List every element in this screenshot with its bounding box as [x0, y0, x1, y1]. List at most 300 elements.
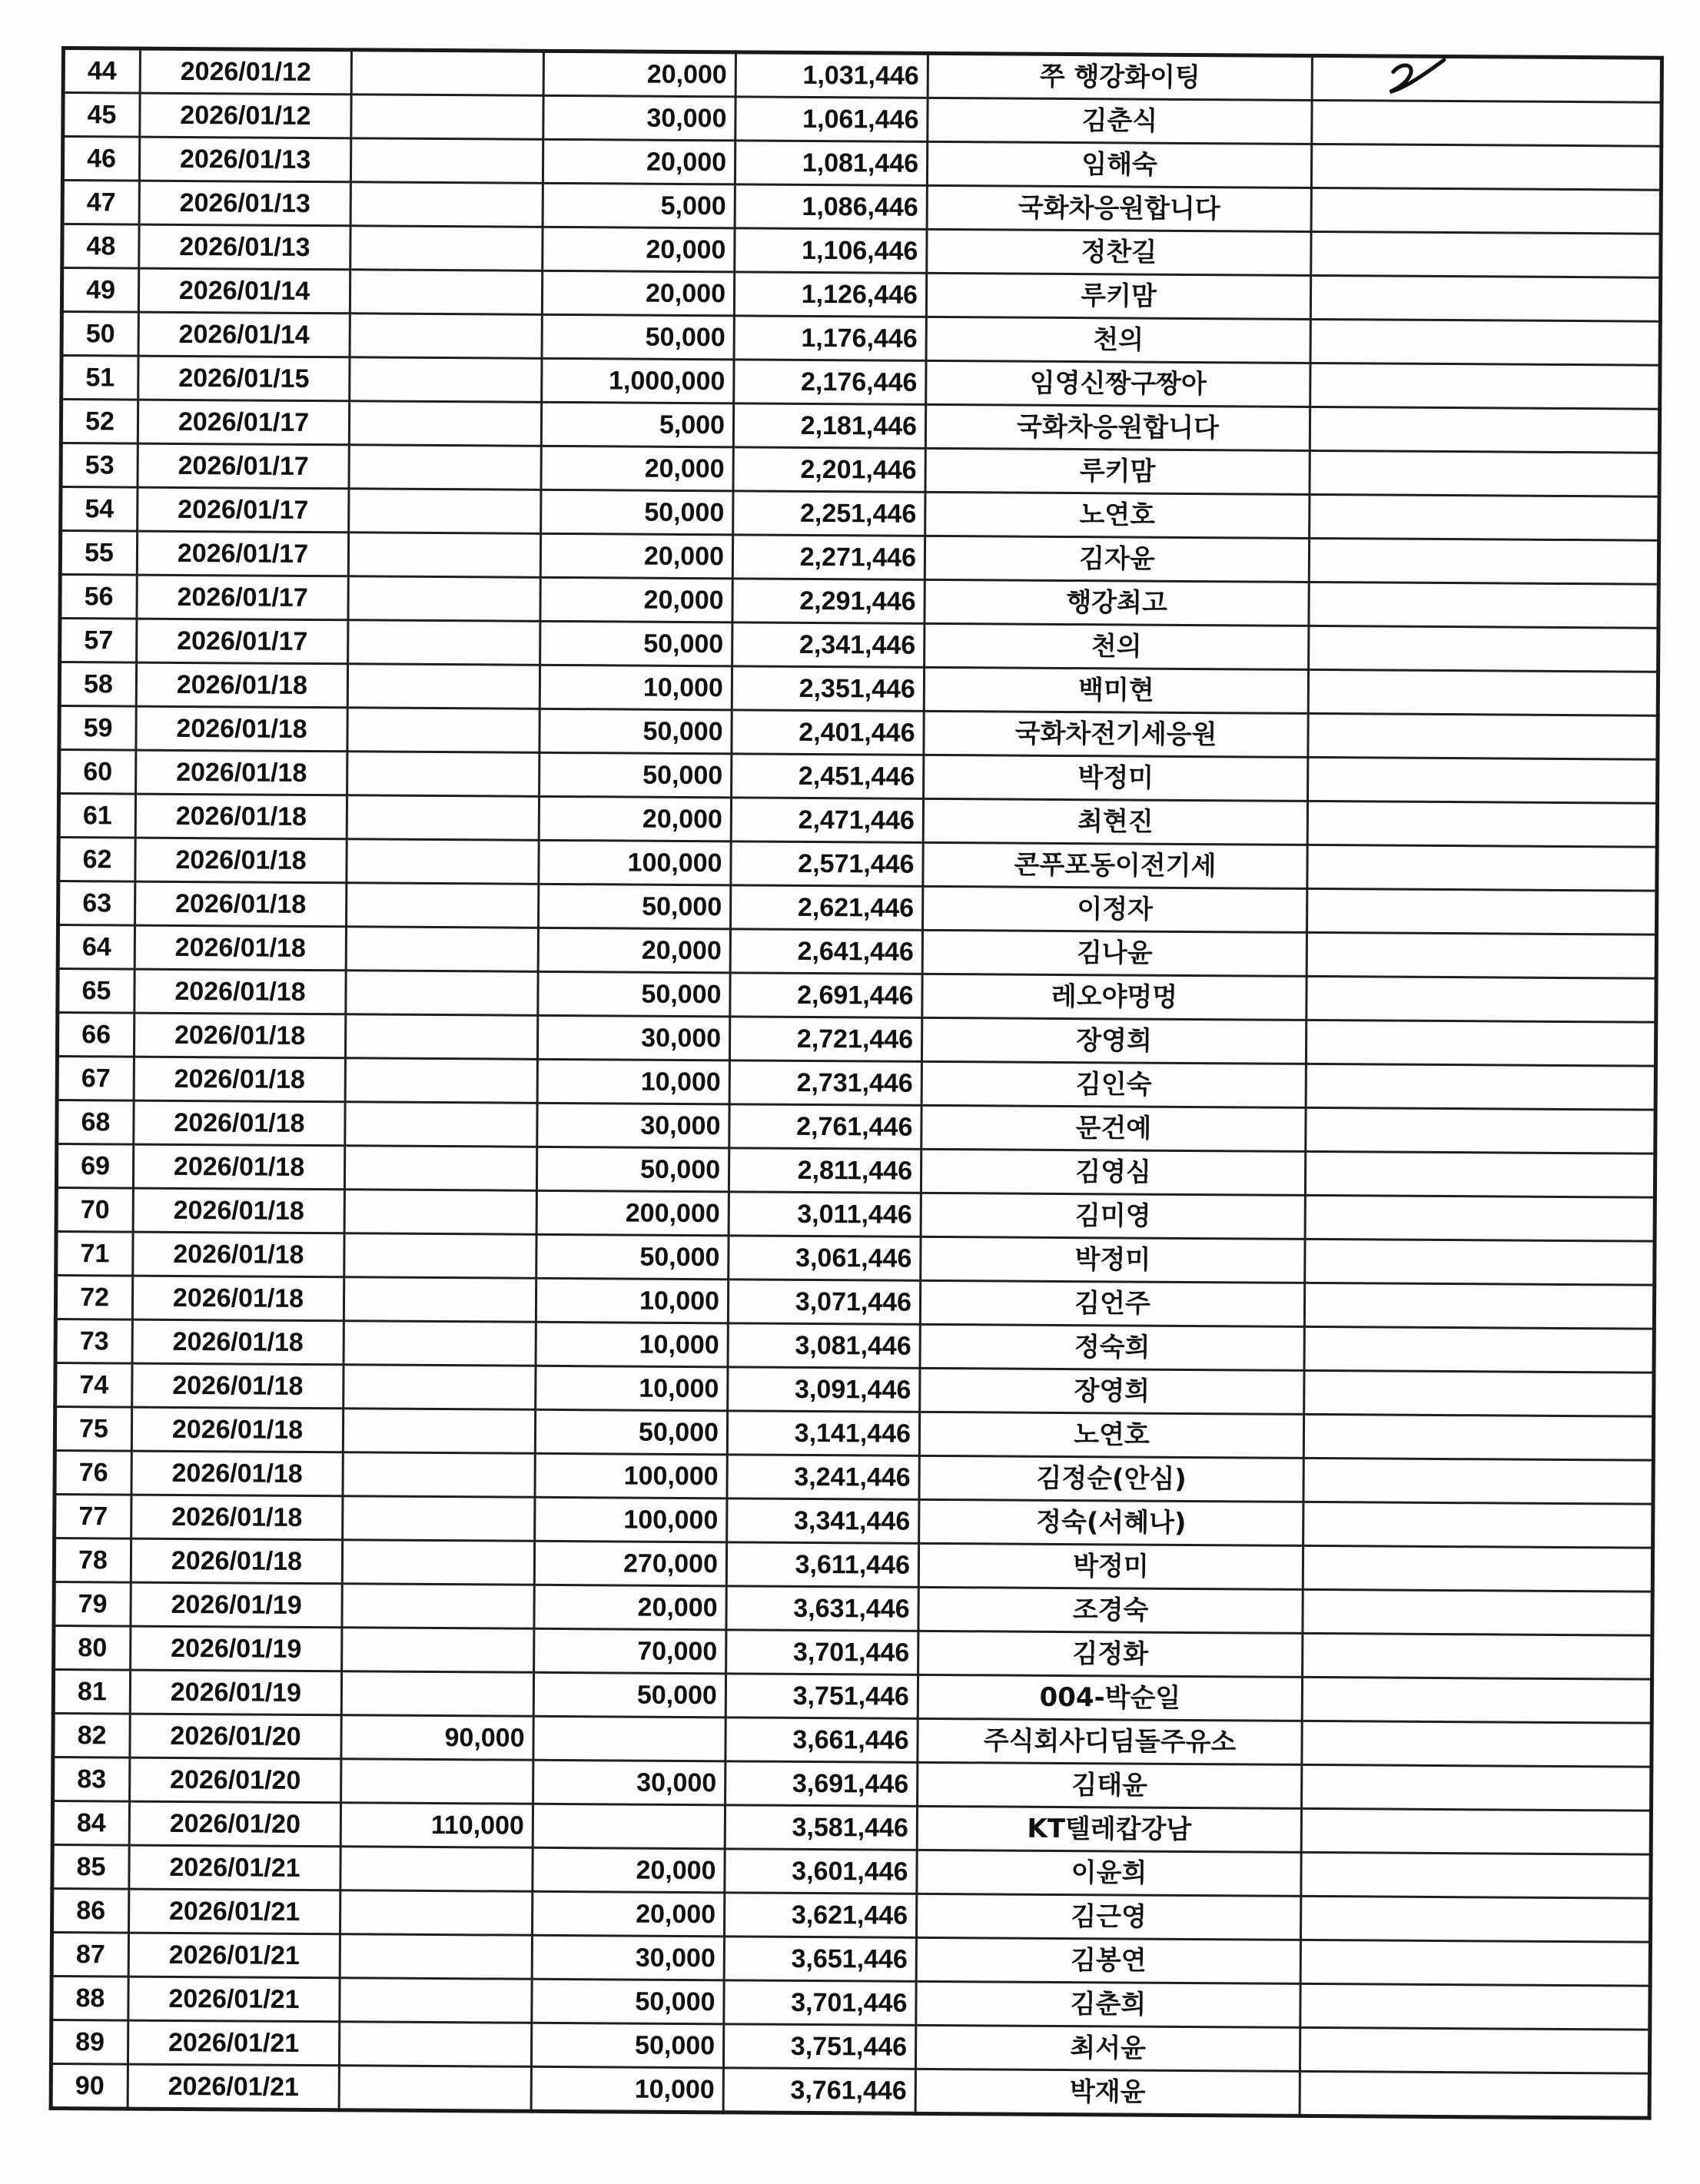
ledger-table: [49, 46, 1664, 2120]
row-number: 74: [55, 1363, 132, 1407]
balance-amount: 3,701,446: [726, 1630, 918, 1675]
transaction-date: 2026/01/20: [129, 1801, 340, 1847]
table-row: [51, 2063, 1649, 2118]
row-number: 45: [63, 93, 140, 138]
balance-amount: 2,176,446: [734, 360, 926, 405]
deposit-amount: 50,000: [535, 1409, 727, 1455]
withdrawal-amount: [350, 138, 543, 184]
deposit-amount: 10,000: [537, 1059, 729, 1104]
transaction-date: 2026/01/13: [139, 181, 350, 226]
transaction-date: 2026/01/18: [136, 706, 347, 752]
transaction-date: 2026/01/19: [131, 1626, 342, 1671]
withdrawal-amount: [339, 2066, 531, 2112]
balance-amount: 3,061,446: [729, 1236, 921, 1281]
counterparty-name: 루키맘: [925, 448, 1310, 494]
counterparty-name: 국화차전기세응원: [924, 711, 1308, 757]
row-number: 68: [57, 1100, 134, 1144]
balance-amount: 2,761,446: [729, 1104, 921, 1150]
row-number: 46: [62, 137, 139, 181]
row-number: 47: [62, 181, 139, 225]
note-cell: [1309, 538, 1658, 584]
note-cell: [1306, 1064, 1655, 1110]
row-number: 77: [55, 1494, 131, 1538]
withdrawal-amount: [344, 1277, 536, 1323]
counterparty-name: 국화차응원합니다: [927, 185, 1311, 231]
transaction-date: 2026/01/12: [140, 48, 351, 95]
note-cell: [1311, 188, 1661, 234]
note-cell: [1306, 1107, 1655, 1153]
balance-amount: 3,581,446: [725, 1805, 917, 1850]
row-number: 58: [59, 662, 136, 707]
withdrawal-amount: 90,000: [341, 1715, 533, 1761]
row-number: 61: [58, 793, 135, 838]
row-number: 69: [56, 1143, 133, 1188]
counterparty-name: 루키맘: [926, 273, 1310, 319]
withdrawal-amount: [343, 1409, 535, 1454]
transaction-date: 2026/01/18: [132, 1319, 344, 1365]
transaction-date: 2026/01/18: [136, 662, 347, 708]
balance-amount: 1,031,446: [735, 52, 928, 98]
row-number: 54: [61, 487, 138, 532]
deposit-amount: 30,000: [537, 1015, 729, 1060]
counterparty-name: 김자윤: [925, 536, 1309, 582]
withdrawal-amount: [343, 1452, 535, 1498]
transaction-date: 2026/01/18: [133, 1232, 344, 1277]
withdrawal-amount: [346, 927, 538, 972]
note-cell: [1304, 1326, 1654, 1372]
deposit-amount: 50,000: [540, 709, 732, 754]
transaction-date: 2026/01/21: [128, 1933, 340, 1978]
row-number: 60: [59, 749, 136, 794]
balance-amount: 1,176,446: [734, 316, 926, 361]
deposit-amount: 20,000: [541, 446, 733, 491]
balance-amount: 3,601,446: [725, 1849, 917, 1894]
row-number: 62: [58, 837, 135, 881]
deposit-amount: 10,000: [531, 2066, 723, 2113]
balance-amount: 3,691,446: [725, 1761, 918, 1807]
counterparty-name: 행강최고: [925, 579, 1309, 626]
transaction-date: 2026/01/21: [129, 1889, 340, 1934]
withdrawal-amount: [350, 314, 542, 359]
withdrawal-amount: [345, 1102, 537, 1147]
transaction-date: 2026/01/17: [138, 400, 349, 445]
counterparty-name: 김나윤: [922, 930, 1307, 976]
withdrawal-amount: [344, 1233, 536, 1279]
counterparty-name: 김영심: [921, 1149, 1305, 1195]
row-number: 48: [62, 224, 139, 269]
note-cell: [1303, 1633, 1652, 1679]
withdrawal-amount: [342, 1628, 534, 1673]
row-number: 72: [55, 1275, 132, 1319]
counterparty-name: 김언주: [920, 1280, 1304, 1326]
deposit-amount: 20,000: [538, 928, 730, 973]
withdrawal-amount: [350, 270, 542, 315]
balance-amount: 3,651,446: [724, 1937, 916, 1982]
note-cell: [1308, 669, 1658, 715]
deposit-amount: [533, 1716, 725, 1761]
row-number: 71: [56, 1231, 133, 1276]
transaction-date: 2026/01/18: [134, 1057, 345, 1102]
row-number: 79: [54, 1582, 131, 1626]
row-number: 66: [57, 1012, 134, 1057]
withdrawal-amount: [340, 1978, 532, 2023]
note-cell: [1300, 2071, 1649, 2118]
balance-amount: 2,201,446: [733, 447, 925, 493]
transaction-date: 2026/01/21: [129, 1845, 340, 1890]
balance-amount: 2,271,446: [732, 535, 925, 580]
note-cell: [1305, 1151, 1655, 1197]
note-cell: [1310, 275, 1660, 321]
row-number: 82: [53, 1713, 130, 1757]
note-cell: [1310, 450, 1659, 496]
note-cell: [1300, 1983, 1650, 2030]
withdrawal-amount: [340, 1890, 532, 1936]
counterparty-name: 박정미: [924, 755, 1308, 801]
balance-amount: 1,061,446: [735, 97, 928, 142]
counterparty-name: 국화차응원합니다: [925, 404, 1310, 450]
row-number: 88: [51, 1976, 128, 2020]
deposit-amount: 20,000: [543, 139, 735, 184]
withdrawal-amount: [340, 1934, 532, 1980]
note-cell: [1303, 1414, 1653, 1460]
counterparty-name: 정숙(서혜나): [919, 1499, 1303, 1545]
counterparty-name: 주식회사디딤돌주유소: [918, 1718, 1302, 1764]
counterparty-name: 004-박순일: [918, 1675, 1302, 1721]
transaction-date: 2026/01/18: [131, 1407, 343, 1452]
counterparty-name: 김춘식: [928, 98, 1312, 144]
note-cell: [1309, 626, 1658, 672]
transaction-date: 2026/01/12: [140, 93, 351, 138]
deposit-amount: 30,000: [532, 1935, 724, 1980]
balance-amount: 1,126,446: [734, 272, 926, 317]
transaction-date: 2026/01/14: [138, 312, 350, 357]
row-number: 57: [60, 619, 137, 663]
deposit-amount: 30,000: [537, 1103, 729, 1148]
row-number: 49: [61, 268, 138, 313]
row-number: 63: [58, 881, 135, 925]
transaction-date: 2026/01/17: [138, 487, 349, 533]
deposit-amount: 20,000: [532, 1891, 724, 1937]
transaction-date: 2026/01/13: [139, 137, 350, 182]
note-cell: [1310, 494, 1659, 540]
withdrawal-amount: 110,000: [340, 1803, 533, 1848]
note-cell: [1304, 1370, 1654, 1416]
note-cell: [1306, 1020, 1655, 1066]
row-number: 73: [55, 1319, 132, 1363]
counterparty-name: 김정순(안심): [919, 1455, 1303, 1502]
counterparty-name: 백미현: [924, 667, 1308, 713]
withdrawal-amount: [348, 620, 540, 665]
balance-amount: 2,731,446: [729, 1060, 921, 1106]
note-cell: [1303, 1458, 1653, 1504]
row-number: 65: [58, 968, 134, 1013]
deposit-amount: 50,000: [540, 621, 732, 666]
note-cell: [1310, 363, 1660, 409]
withdrawal-amount: [351, 95, 543, 140]
note-cell: [1308, 713, 1658, 759]
transaction-date: 2026/01/18: [136, 750, 347, 795]
transaction-date: 2026/01/21: [128, 2020, 339, 2066]
counterparty-name: KT텔레캅강남: [917, 1806, 1301, 1852]
withdrawal-amount: [344, 1146, 536, 1191]
row-number: 83: [53, 1757, 130, 1801]
transaction-date: 2026/01/18: [133, 1188, 344, 1233]
balance-amount: 1,081,446: [735, 141, 927, 186]
withdrawal-amount: [344, 1190, 536, 1235]
transaction-date: 2026/01/18: [133, 1144, 344, 1190]
deposit-amount: 50,000: [531, 2023, 723, 2068]
note-cell: [1307, 888, 1656, 934]
row-number: 86: [52, 1888, 129, 1933]
balance-amount: 3,091,446: [728, 1367, 920, 1412]
counterparty-name: 김미영: [921, 1193, 1305, 1239]
transaction-date: 2026/01/20: [130, 1757, 341, 1803]
deposit-amount: 270,000: [534, 1541, 726, 1586]
counterparty-name: 정숙희: [920, 1324, 1304, 1370]
transaction-date: 2026/01/15: [138, 356, 350, 401]
deposit-amount: 100,000: [535, 1497, 727, 1542]
deposit-amount: 20,000: [539, 796, 731, 841]
deposit-amount: 200,000: [536, 1190, 729, 1236]
note-cell: [1310, 319, 1660, 365]
note-cell: [1312, 55, 1662, 102]
deposit-amount: 50,000: [540, 752, 732, 798]
balance-amount: 1,086,446: [735, 184, 927, 230]
deposit-amount: 50,000: [539, 884, 731, 929]
row-number: 90: [51, 2063, 128, 2109]
deposit-amount: 5,000: [541, 402, 733, 447]
balance-amount: 1,106,446: [735, 228, 927, 274]
note-cell: [1311, 144, 1661, 190]
balance-amount: 2,811,446: [729, 1148, 921, 1193]
counterparty-name: 이정자: [922, 886, 1307, 932]
withdrawal-amount: [350, 182, 543, 227]
balance-amount: 2,401,446: [732, 710, 924, 755]
row-number: 76: [55, 1450, 131, 1495]
note-cell: [1307, 845, 1657, 891]
transaction-date: 2026/01/21: [128, 2064, 339, 2110]
counterparty-name: 박정미: [918, 1543, 1303, 1589]
transaction-date: 2026/01/19: [131, 1582, 342, 1628]
balance-amount: 3,241,446: [727, 1455, 919, 1500]
counterparty-name: 정찬길: [927, 229, 1311, 275]
deposit-amount: 20,000: [533, 1847, 725, 1893]
balance-amount: 2,351,446: [732, 666, 924, 712]
row-number: 87: [51, 1932, 128, 1977]
deposit-amount: 50,000: [542, 314, 734, 360]
counterparty-name: 노연호: [919, 1412, 1303, 1458]
counterparty-name: 장영희: [920, 1368, 1304, 1414]
note-cell: [1303, 1589, 1652, 1635]
note-cell: [1302, 1721, 1652, 1767]
ledger-body: [51, 48, 1662, 2119]
counterparty-name: 김봉연: [916, 1937, 1300, 1983]
row-number: 44: [63, 48, 140, 94]
note-cell: [1300, 2027, 1649, 2073]
note-cell: [1302, 1677, 1652, 1723]
balance-amount: 2,641,446: [730, 929, 922, 974]
balance-amount: 2,471,446: [731, 798, 923, 843]
withdrawal-amount: [347, 795, 539, 841]
counterparty-name: 박재윤: [915, 2069, 1300, 2116]
counterparty-name: 천의: [925, 623, 1309, 669]
transaction-date: 2026/01/18: [134, 969, 346, 1014]
counterparty-name: 김인숙: [921, 1061, 1306, 1107]
withdrawal-amount: [345, 1014, 537, 1060]
note-cell: [1302, 1764, 1652, 1811]
deposit-amount: 50,000: [541, 490, 733, 535]
row-number: 81: [53, 1669, 130, 1714]
balance-amount: 2,341,446: [732, 622, 925, 668]
counterparty-name: 김근영: [916, 1894, 1300, 1940]
note-cell: [1309, 582, 1658, 628]
balance-amount: 2,571,446: [731, 841, 923, 887]
deposit-amount: 100,000: [535, 1453, 727, 1499]
withdrawal-amount: [351, 50, 543, 96]
row-number: 50: [61, 312, 138, 357]
counterparty-name: 김정화: [918, 1631, 1303, 1677]
withdrawal-amount: [341, 1671, 533, 1717]
balance-amount: 3,341,446: [727, 1499, 919, 1544]
note-cell: [1310, 407, 1659, 453]
balance-amount: 2,721,446: [729, 1017, 921, 1062]
transaction-date: 2026/01/17: [138, 443, 349, 489]
note-cell: [1311, 231, 1661, 277]
withdrawal-amount: [339, 2022, 531, 2067]
balance-amount: 3,631,446: [726, 1586, 918, 1631]
transaction-date: 2026/01/18: [135, 794, 347, 839]
withdrawal-amount: [349, 445, 541, 490]
note-cell: [1304, 1283, 1654, 1329]
note-cell: [1300, 1940, 1650, 1986]
withdrawal-amount: [349, 401, 541, 446]
transaction-date: 2026/01/14: [138, 268, 350, 314]
deposit-amount: 70,000: [534, 1628, 726, 1674]
counterparty-name: 콘푸포동이전기세: [923, 842, 1307, 888]
deposit-amount: 30,000: [543, 95, 735, 141]
balance-amount: 2,691,446: [730, 973, 922, 1018]
note-cell: [1305, 1239, 1655, 1285]
deposit-amount: 100,000: [539, 840, 731, 885]
note-cell: [1303, 1545, 1652, 1592]
row-number: 89: [51, 2020, 128, 2064]
deposit-amount: 1,000,000: [542, 358, 734, 403]
deposit-amount: 50,000: [538, 971, 730, 1017]
balance-amount: 2,621,446: [730, 885, 922, 931]
counterparty-name: 최현진: [923, 798, 1307, 845]
row-number: 64: [58, 924, 134, 969]
withdrawal-amount: [347, 752, 540, 797]
counterparty-name: 장영희: [921, 1017, 1306, 1064]
balance-amount: 3,761,446: [723, 2068, 915, 2114]
counterparty-name: 최서윤: [915, 2025, 1300, 2071]
withdrawal-amount: [350, 357, 542, 403]
deposit-amount: 20,000: [543, 227, 735, 272]
deposit-amount: 20,000: [540, 577, 732, 622]
note-cell: [1308, 757, 1658, 803]
row-number: 51: [61, 356, 138, 400]
row-number: 56: [60, 575, 137, 619]
transaction-date: 2026/01/18: [134, 1013, 345, 1058]
balance-amount: 2,251,446: [733, 491, 925, 536]
withdrawal-amount: [348, 576, 540, 622]
note-cell: [1307, 976, 1656, 1022]
row-number: 85: [52, 1844, 129, 1889]
row-number: 53: [61, 443, 138, 488]
deposit-amount: 30,000: [533, 1760, 725, 1805]
transaction-date: 2026/01/19: [130, 1670, 341, 1715]
row-number: 78: [54, 1538, 131, 1582]
withdrawal-amount: [346, 971, 538, 1016]
counterparty-name: 김태윤: [918, 1762, 1302, 1808]
deposit-amount: 50,000: [536, 1147, 729, 1192]
note-cell: [1307, 932, 1656, 978]
balance-amount: 2,291,446: [732, 579, 925, 624]
row-number: 84: [52, 1801, 129, 1845]
row-number: 52: [61, 400, 138, 444]
row-number: 75: [55, 1406, 131, 1451]
deposit-amount: 20,000: [540, 533, 732, 579]
transaction-date: 2026/01/18: [134, 1100, 345, 1146]
note-cell: [1300, 1896, 1650, 1942]
counterparty-name: 임영신짱구짱아: [926, 360, 1310, 407]
row-number: 70: [56, 1187, 133, 1232]
balance-amount: 2,181,446: [733, 403, 925, 449]
balance-amount: 3,701,446: [724, 1980, 916, 2026]
row-number: 55: [60, 531, 137, 576]
balance-amount: 3,751,446: [725, 1674, 918, 1719]
counterparty-name: 노연호: [925, 492, 1310, 538]
transaction-date: 2026/01/18: [135, 838, 347, 883]
deposit-amount: 5,000: [543, 183, 735, 228]
deposit-amount: 50,000: [532, 1979, 724, 2024]
transaction-date: 2026/01/20: [130, 1714, 341, 1759]
counterparty-name: 레오야멍멍: [922, 974, 1307, 1020]
withdrawal-amount: [341, 1759, 533, 1804]
counterparty-name: 김춘희: [916, 1981, 1300, 2027]
transaction-date: 2026/01/18: [132, 1363, 344, 1409]
withdrawal-amount: [347, 883, 539, 928]
withdrawal-amount: [348, 533, 540, 578]
deposit-amount: 10,000: [536, 1278, 728, 1323]
counterparty-name: 임해숙: [927, 141, 1311, 188]
deposit-amount: 20,000: [534, 1585, 726, 1630]
transaction-date: 2026/01/18: [134, 925, 346, 971]
transaction-date: 2026/01/18: [131, 1538, 342, 1584]
deposit-amount: 10,000: [540, 665, 732, 710]
deposit-amount: 20,000: [543, 51, 735, 97]
transaction-date: 2026/01/17: [137, 575, 348, 620]
transaction-date: 2026/01/18: [131, 1451, 343, 1496]
withdrawal-amount: [347, 839, 539, 885]
transaction-date: 2026/01/13: [139, 224, 350, 270]
withdrawal-amount: [350, 226, 543, 271]
withdrawal-amount: [347, 708, 540, 753]
balance-amount: 3,141,446: [727, 1411, 919, 1456]
counterparty-name: 문건예: [921, 1105, 1306, 1151]
handwritten-checkmark-icon: [1380, 55, 1456, 101]
counterparty-name: 천의: [926, 317, 1310, 363]
deposit-amount: 50,000: [533, 1672, 725, 1718]
withdrawal-amount: [347, 664, 540, 709]
withdrawal-amount: [343, 1496, 535, 1542]
counterparty-name: 박정미: [921, 1236, 1305, 1283]
transaction-date: 2026/01/18: [131, 1495, 343, 1540]
withdrawal-amount: [344, 1321, 536, 1366]
balance-amount: 3,751,446: [723, 2024, 915, 2069]
row-number: 80: [54, 1625, 131, 1670]
withdrawal-amount: [342, 1540, 534, 1585]
